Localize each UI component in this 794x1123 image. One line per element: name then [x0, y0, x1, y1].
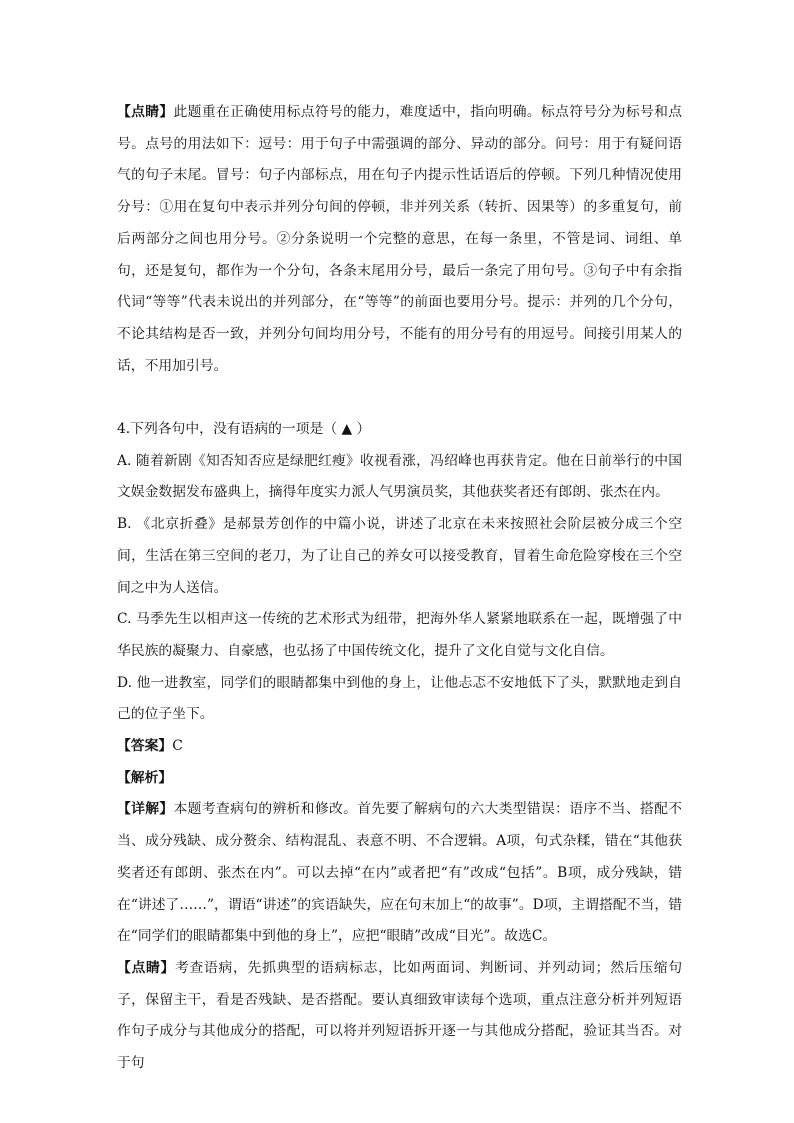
dianjing-tag: 【点睛】	[117, 104, 174, 120]
dianjing-paragraph-1	[117, 97, 682, 382]
option-c: C. 马季先生以相声这一传统的艺术形式为纽带，把海外华人紧紧地联系在一起，既增强了中华民族的凝聚力、自豪感，也弘扬了中国传统文化，提升了文化自觉与文化自信。	[117, 611, 682, 659]
option-d: D. 他一进教室，同学们的眼睛都集中到他的身上，让他忐忑不安地低下了头，默默地走到自己的位子坐下。	[117, 674, 682, 723]
dianjing-text-2: 考查语病，先抓典型的语病标志，比如两面词、判断词、并列动词；然后压缩句子，保留主干，看是否残缺、是否搭配。要认真细致审读每个选项，重点注意分析并列短语作句子成分与其他成分的搭配，可以将并列短语拆开逐一与其他成分搭配，验证其当否。对于句	[117, 959, 683, 1072]
answer-value: C	[172, 738, 183, 755]
question-4-stem: 4.下列各句中，没有语病的一项是（ ▲ ）	[117, 421, 371, 438]
answer-line	[117, 731, 682, 763]
xiangjie-tag: 【详解】	[117, 801, 174, 818]
dianjing-paragraph-2	[117, 953, 682, 1080]
answer-tag: 【答案】	[117, 738, 173, 755]
dianjing-tag-2: 【点睛】	[117, 959, 176, 976]
jiexi-tag: 【解析】	[117, 769, 173, 786]
option-b: B. 《北京折叠》是郝景芳创作的中篇小说，讲述了北京在未来按照社会阶层被分成三个空间，生活在第三空间的老刀，为了让自己的养女可以接受教育，冒着生命危险穿梭在三个空间之中为人送信。	[117, 516, 682, 596]
dianjing-text: 此题重在正确使用标点符号的能力，难度适中，指向明确。标点符号分为标号和点号。点号的用法如下：逗号：用于句子中需强调的部分、异动的部分。问号：用于有疑问语气的句子末尾。冒号：句子内部标点，用在句子内提示性话语后的停顿。下列几种情况使用分号：①用在复句中表示并列分句间的停顿，非并列关系（转折、因果等）的多重复句，前后两部分之间也用分号。②分条说明一个完整的意思，在每一条里，不管是词、词组、单句，还是复句，都作为一个分句，各条末尾用分号，最后一条完了用句号。③句子中有余指代词“等等”代表未说出的并列部分，在“等等”的前面也要用分号。提示：并列的几个分句，不论其结构是否一致，并列分句间均用分号，不能有的用分号有的用逗号。间接引用某人的话，不用加引号。	[117, 104, 683, 374]
paragraph-gap	[117, 382, 682, 414]
option-a: A. 随着新剧《知否知否应是绿肥红瘦》收视看涨，冯绍峰也再获肯定。他在日前举行的中国文娱金数据发布盛典上，摘得年度实力派人气男演员奖，其他获奖者还有郎朗、张杰在内。	[117, 452, 682, 501]
xiangjie-text: 本题考查病句的辨析和修改。首先要了解病句的六大类型错误：语序不当、搭配不当、成分残缺、成分赘余、结构混乱、表意不明、不合逻辑。A项，句式杂糅，错在“其他获奖者还有郎朗、张杰在内”。可以去掉“在内”或者把“有”改成“包括”。B项，成分残缺，错在“讲述了……”，谓语“讲述”的宾语缺失，应在句末加上“的故事”。D项，主谓搭配不当，错在“同学们的眼睛都集中到他的身上”，应把“眼睛”改成“目光”。故选C。	[117, 801, 683, 945]
document-page	[117, 97, 682, 1080]
jiexi-line	[117, 763, 682, 795]
xiangjie-paragraph	[117, 794, 682, 953]
